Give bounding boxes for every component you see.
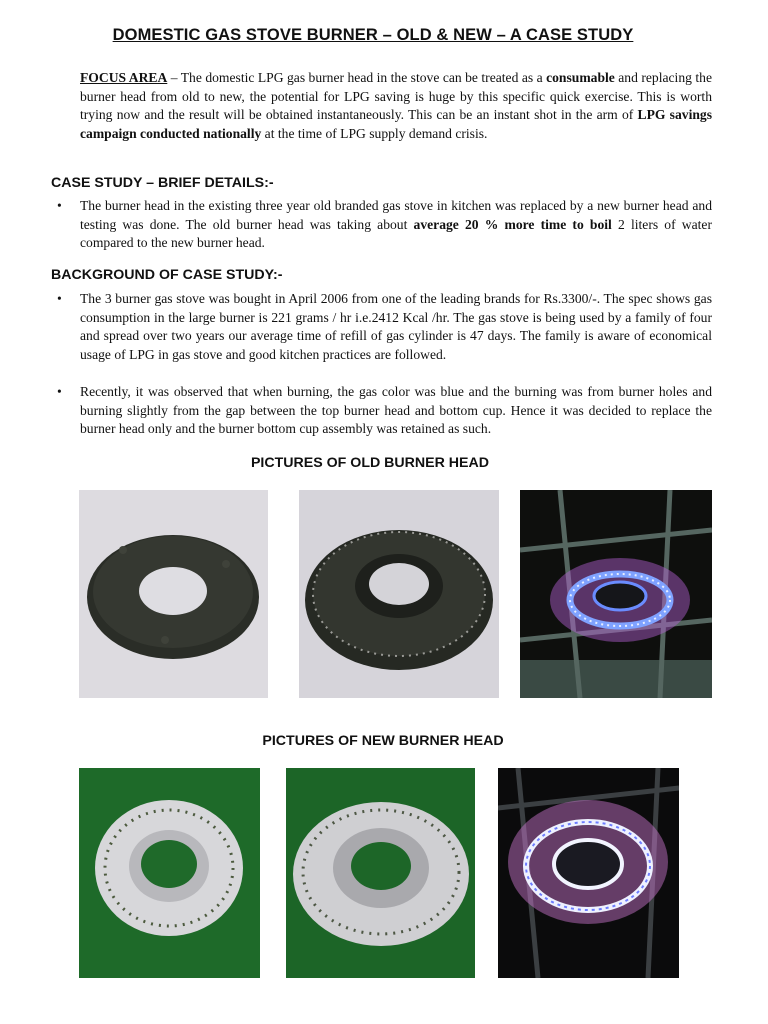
bullet-marker: •	[57, 384, 62, 399]
new-burner-photo-holes	[286, 768, 475, 978]
background-heading: BACKGROUND OF CASE STUDY:-	[51, 267, 283, 283]
background-paragraph-1: The 3 burner gas stove was bought in April 2006 from one of the leading brands for Rs.3300/-. The spec shows gas consumption in the large burner is 221 grams / hr i.e.2412 Kcal /hr. The gas stove is being used by a family of four and spread over two years our average time of refill of gas cylinder is 47 days. The family is aware of economical usage of LPG in gas stove and good kitchen practices are followed.	[80, 291, 712, 362]
case-study-heading: CASE STUDY – BRIEF DETAILS:-	[51, 175, 274, 191]
new-burner-flame-photo	[498, 768, 679, 978]
background-paragraph-2: Recently, it was observed that when burning, the gas color was blue and the burning was from burner holes and burning slightly from the gap between the top burner head and bottom cup. Hence it was decided to replace the burner head only and the burner bottom cup assembly was retained as such.	[80, 384, 712, 436]
new-burner-caption: PICTURES OF NEW BURNER HEAD	[262, 733, 504, 749]
old-burner-photo-top	[79, 490, 268, 698]
case-study-text: The burner head in the existing three year old branded gas stove in kitchen was replaced by a new burner head and testing was done. The old burner head was taking about average 20 % more time to boil 2 liters of water compared to the new burner head.	[80, 198, 712, 250]
bullet-marker: •	[57, 291, 62, 306]
old-burner-flame-photo	[520, 490, 712, 698]
old-burner-photo-holes	[299, 490, 499, 698]
focus-area-paragraph: FOCUS AREA – The domestic LPG gas burner head in the stove can be treated as a consumable and replacing the burner head from old to new, the potential for LPG saving is huge by this specific quick exercise. This is worth trying now and the result will be obtained instantaneously. This can be an instant shot in the arm of LPG savings campaign conducted nationally at the time of LPG supply demand crisis.	[80, 70, 712, 141]
new-burner-photo-top	[79, 768, 260, 978]
focus-area-label: FOCUS AREA	[80, 70, 168, 85]
document-title: DOMESTIC GAS STOVE BURNER – OLD & NEW – A CASE STUDY	[112, 26, 634, 44]
bullet-marker: •	[57, 198, 62, 213]
old-burner-caption: PICTURES OF OLD BURNER HEAD	[250, 455, 490, 471]
